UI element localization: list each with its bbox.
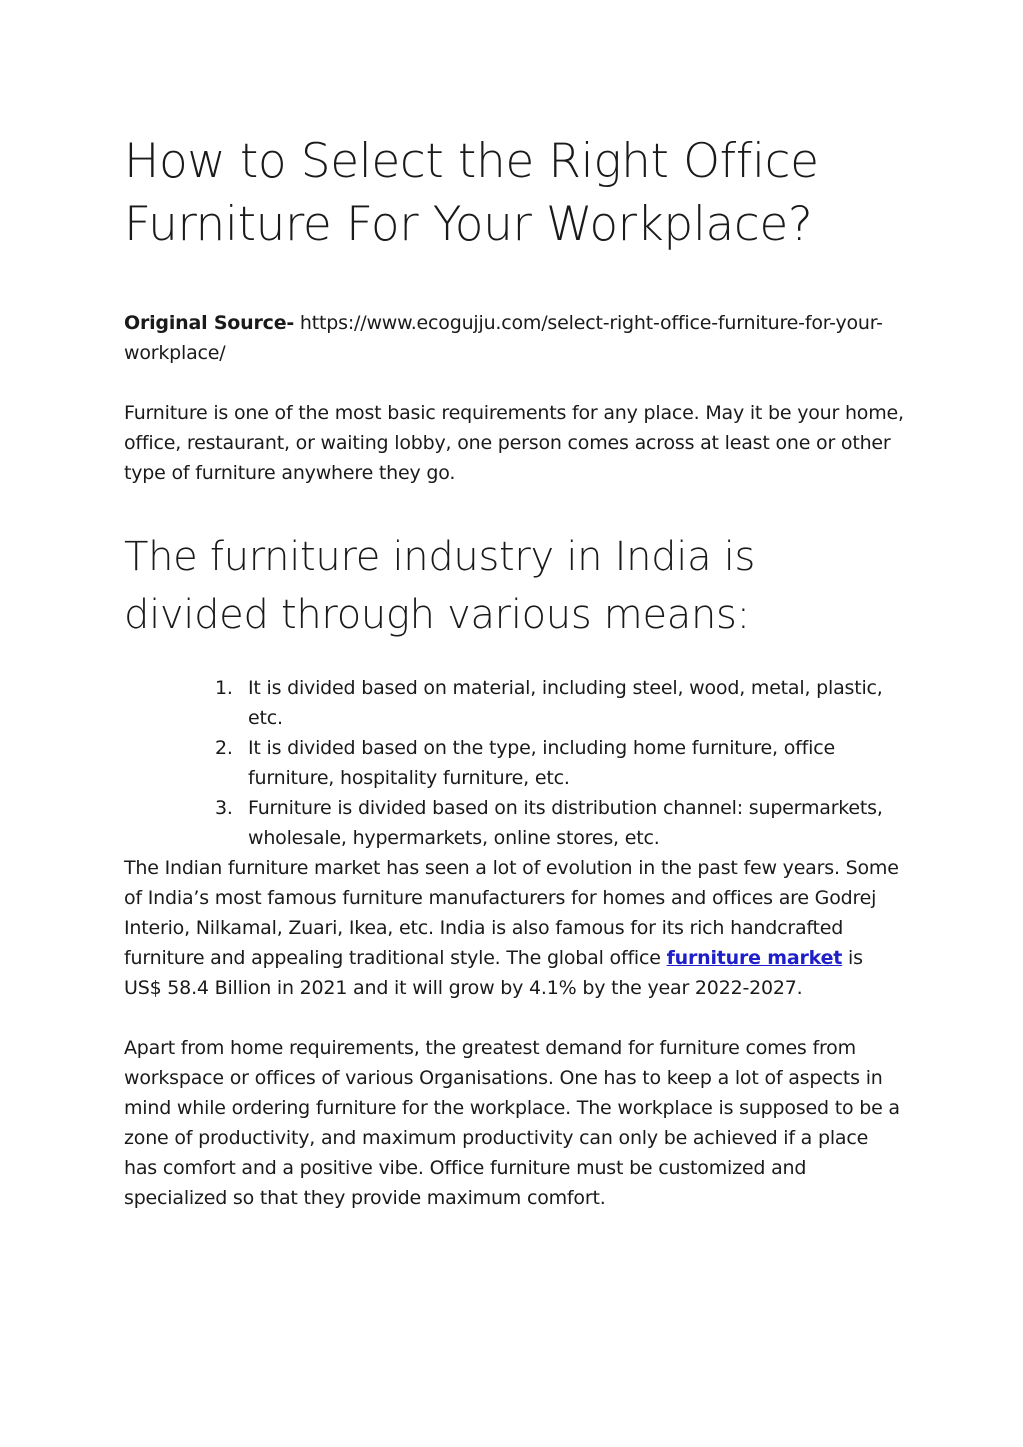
list-item [215,793,904,853]
source-label: Original Source- [124,312,295,334]
page-title [124,130,904,256]
workspace-paragraph: Apart from home requirements, the greatest demand for furniture comes from workspace or offices of various Organisations. One has to keep a lot of aspects in mind while ordering furniture for the workplace. The workplace is supposed to be a zone of productivity, and maximum productivity can only be achieved if a place has comfort and a positive vibe. Office furniture must be customized and specialized so that they provide maximum comfort. [124,1037,900,1209]
intro-paragraph: Furniture is one of the most basic requirements for any place. May it be your home, office, restaurant, or waiting lobby, one person comes across at least one or other type of furniture anywhere they go. [124,402,904,484]
list-number: 2. [215,737,233,759]
article [124,130,904,1213]
list-item [215,673,904,733]
means-list [124,673,904,853]
market-text-after: is US$ 58.4 Billion in 2021 and it will grow by 4.1% by the year 2022-2027. [124,947,863,999]
section-heading: The furniture industry in India is divided through various means: [124,534,756,638]
market-text-before: The Indian furniture market has seen a lot of evolution in the past few years. Some of India’s most famous furniture manufacturers for homes and offices are Godrej Interio, Nilkamal, Zuari, Ikea, etc. India is also famous for its rich handcrafted furniture and appealing traditional style. The global office [124,857,899,969]
furniture-market-link[interactable]: furniture market [666,947,843,969]
market-paragraph [124,853,904,1003]
list-item-text: It is divided based on the type, including home furniture, office furniture, hospitality furniture, etc. [248,737,835,789]
list-number: 1. [215,677,233,699]
list-item [215,733,904,793]
title-line-1: How to Select the Right Office [124,134,819,189]
source-line [124,308,904,368]
source-url: https://www.ecogujju.com/select-right-office-furniture-for-your-workplace/ [124,312,883,364]
list-item-text: It is divided based on material, including steel, wood, metal, plastic, etc. [248,677,883,729]
list-item-text: Furniture is divided based on its distribution channel: supermarkets, wholesale, hypermarkets, online stores, etc. [248,797,883,849]
list-number: 3. [215,797,233,819]
title-line-2: Furniture For Your Workplace? [124,197,813,252]
